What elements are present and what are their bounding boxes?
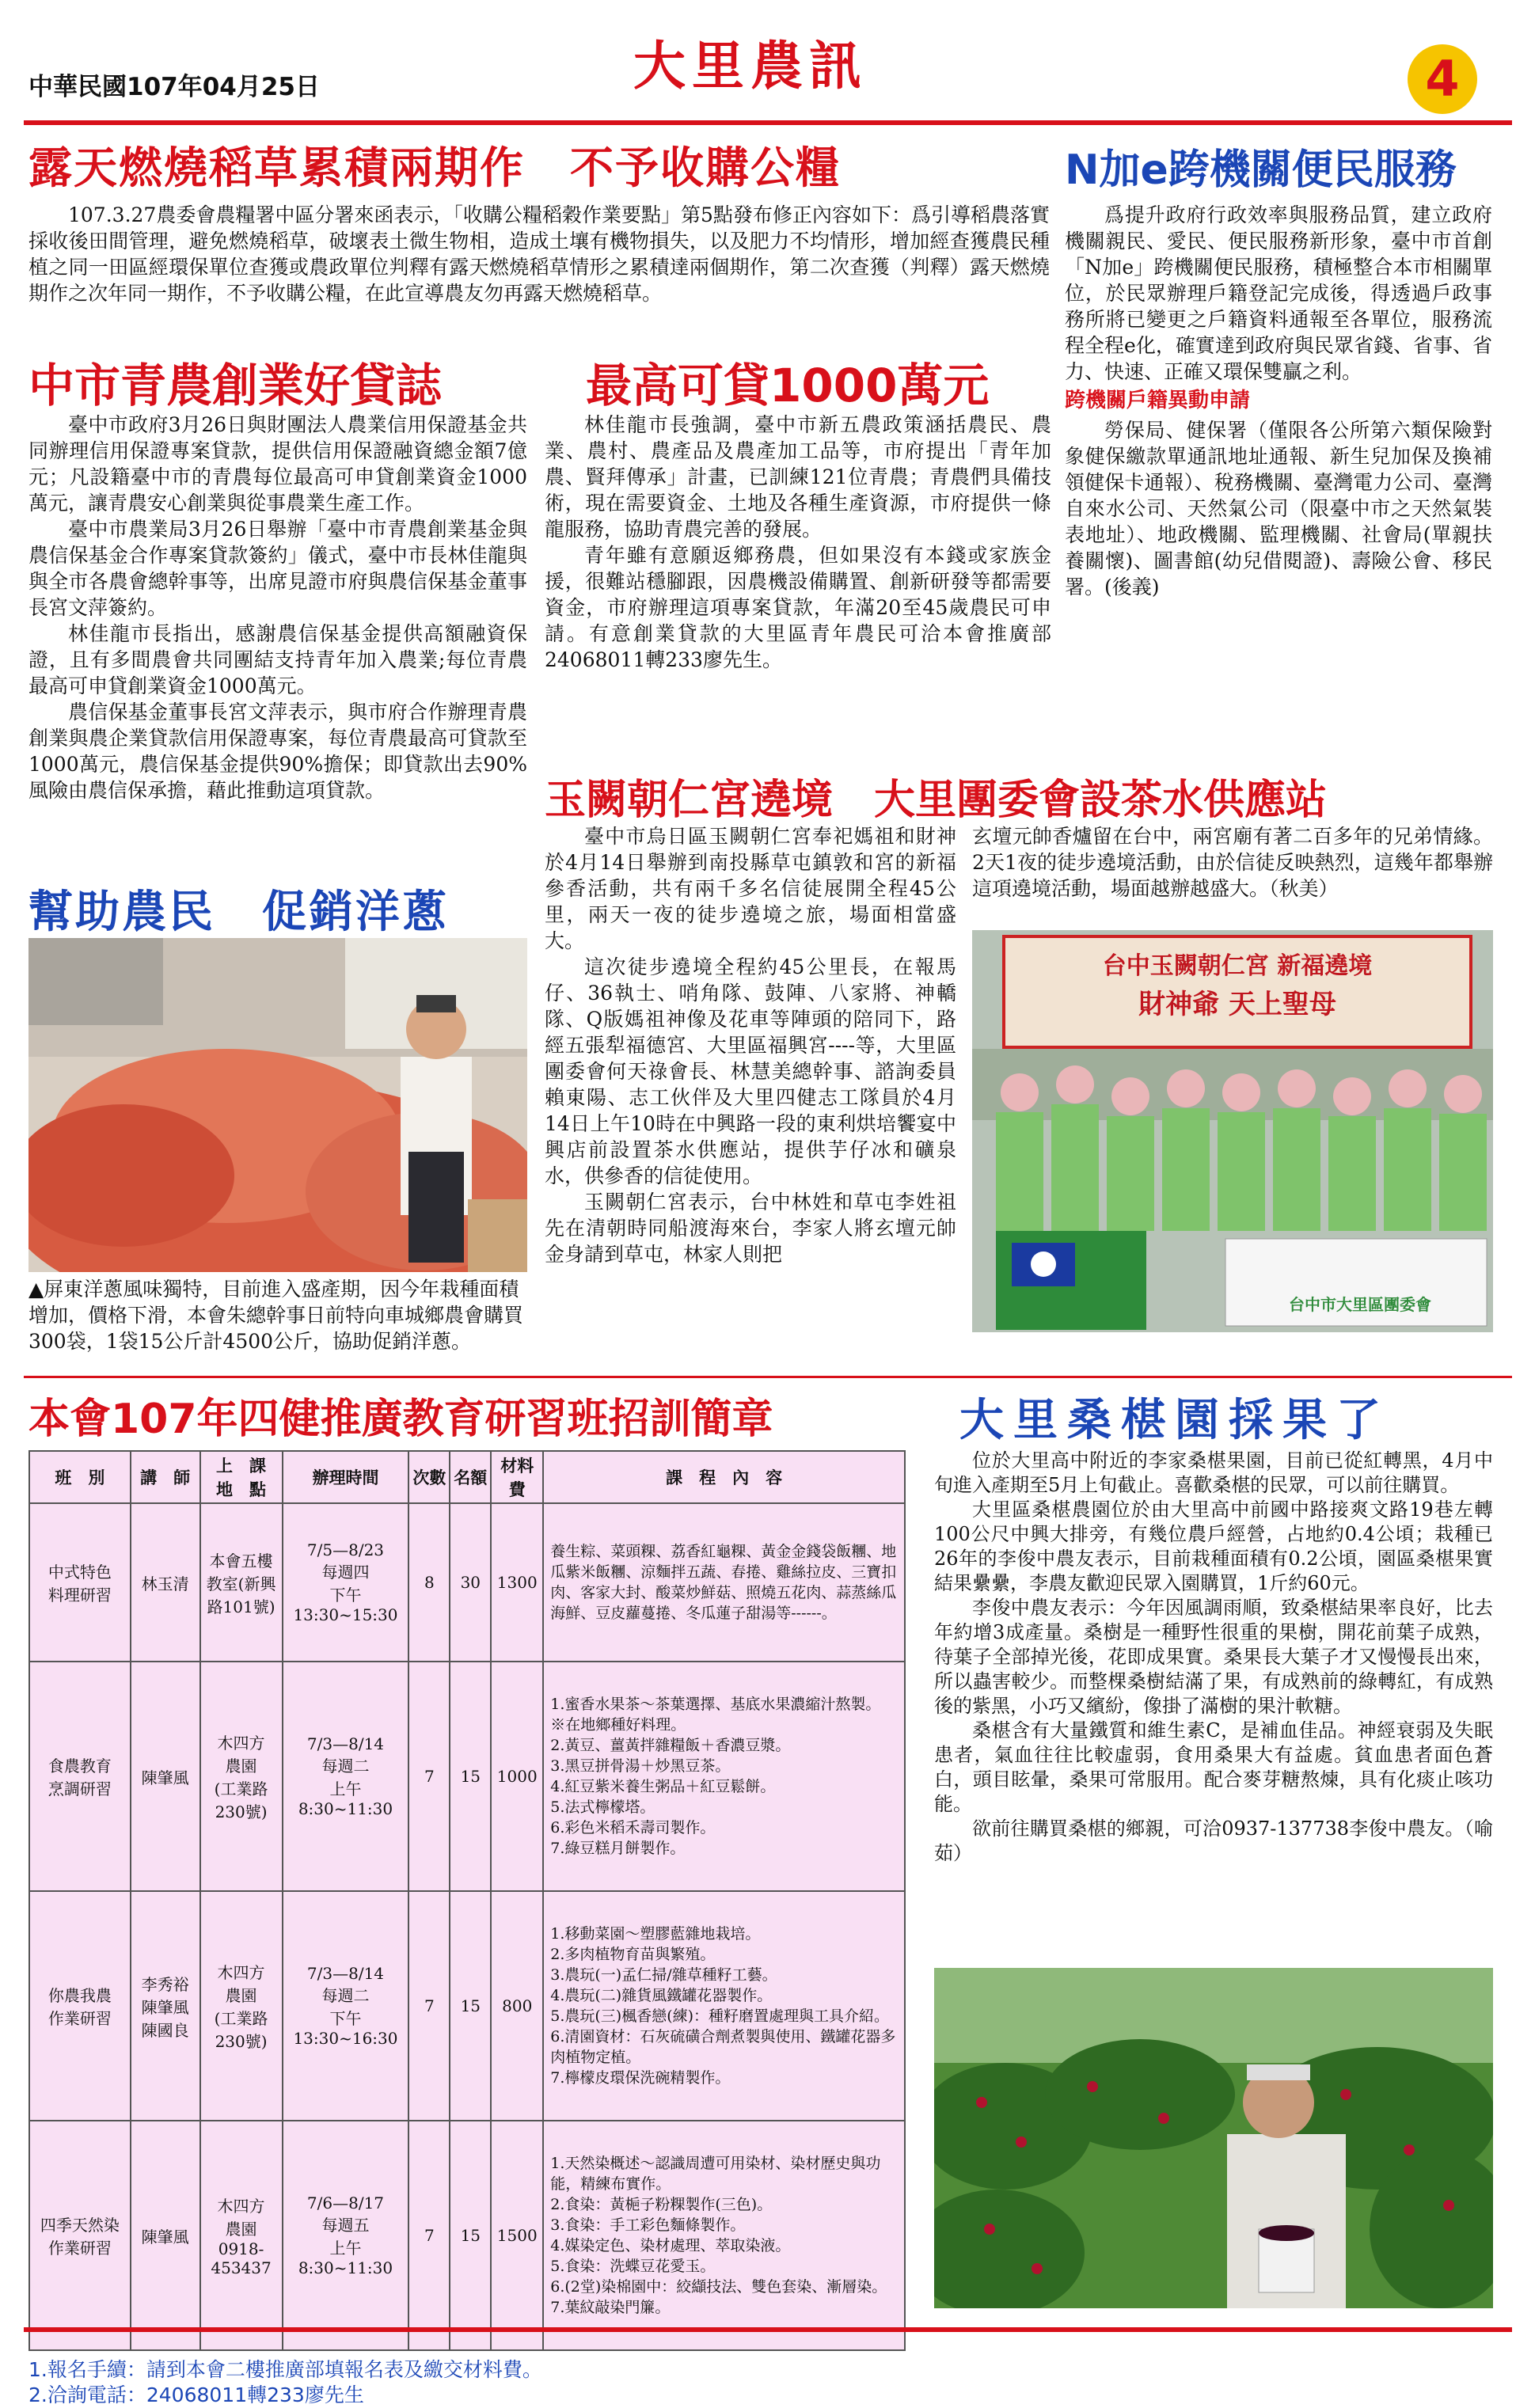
th-quota: 名額 [450,1451,491,1503]
a3-title-right: 最高可貸1000萬元 [586,359,990,412]
mulberry-photo [934,1968,1493,2308]
footer-rule [24,2327,1512,2332]
banner-text: 台中玉闕朝仁宮 新福遶境 [1102,952,1373,980]
table-row: 你農我農 作業研習 李秀裕 陳肇風 陳國良 木四方 農園 (工業路 230號) 7/3—8/14 每週二 下午 13:30~16:30 7 15 800 1.移動菜園～塑膠藍雜地栽培。 2.多肉植物育苗與繁殖。 3.農玩(一)孟仁掃/雜草種籽工藝。 4.農玩(二)雜貨風鐵罐花器製作。 5.農玩(三)楓香戀(練)：種籽磨置處理與工具介紹。 6.清園資材：石灰硫磺合劑煮製與使用、鐵罐花器多肉植物定植。 7.檸檬皮環保洗碗精製作。 [29,1891,905,2121]
note-phone: 2.洽詢電話：24068011轉233廖先生 [28,2383,364,2406]
th-teacher: 講 師 [131,1451,200,1503]
note-enroll: 1.報名手續：請到本會二樓推廣部填報名表及繳交材料費。 [28,2358,542,2381]
a3-col1: 臺中市政府3月26日與財團法人農業信用保證基金共同辦理信用保證專案貸款，提供信用保證融資總金額7億元；凡設籍臺中市的青農每位最高可申貸創業資金1000萬元，讓青農安心創業與從事農業生產工作。 臺中市農業局3月26日舉辦「臺中市青農創業基金與農信保基金合作專案貸款簽約」儀式，臺中市長林佳龍與與全市各農會總幹事等，出席見證市府與農信保基金董事長宮文萍簽約。 林佳龍市長指出，感謝農信保基金提供高額融資保證，且有多間農會共同團結支持青年加入農業;每位青農最高可申貸創業資金1000萬元。 農信保基金董事長宮文萍表示，與市府合作辦理青農創業與農企業貸款信用保證專案，每位青農最高可貸款至1000萬元，農信保基金提供90%擔保；即貸款出去90%風險由農信保承擔，藉此推動這項貸款。 [28,413,527,802]
a1-title: 露天燃燒稻草累積兩期作 不予收購公糧 [28,142,842,193]
th-place: 上 課 地 點 [200,1451,283,1503]
course-table-wrap [28,1450,906,2408]
sign-text: 台中市大里區團委會 [1289,1295,1431,1314]
table-row: 中式特色 料理研習 林玉清 本會五樓 教室(新興 路101號) 7/5—8/23 每週四 下午 13:30~15:30 8 30 1300 養生粽、菜頭粿、荔香紅龜粿、黃金金錢袋飯糰、地瓜紫米飯糰、涼麵拌五蔬、春捲、雞絲拉皮、三寶扣肉、客家大封、酸菜炒鮮菇、照燒五花肉、蒜蒸絲瓜海鮮、豆皮蘿蔓捲、冬瓜蓮子甜湯等------。 [29,1503,905,1662]
a5-col2: 玄壇元帥香爐留在台中，兩宮廟有著二百多年的兄弟情緣。2天1夜的徒步遶境活動，由於信徒反映熱烈，這幾年都舉辦這項遶境活動，場面越辦越盛大。（秋美） [972,825,1493,900]
th-fee: 材料費 [491,1451,543,1503]
a2-title: N加e跨機關便民服務 [1065,146,1457,194]
enroll-notes [28,2357,906,2408]
th-count: 次數 [408,1451,450,1503]
header-rule [24,120,1512,125]
th-class: 班 別 [29,1451,131,1503]
table-row: 四季天然染 作業研習 陳肇風 木四方 農園 0918- 453437 7/6—8/17 每週五 上午 8:30~11:30 7 15 1500 1.天然染概述～認識周遭可用染材、染材歷史與功能，精練布實作。 2.食染：黃梔子粉粿製作(三色)。 3.食染：手工彩色麵條製作。 4.媒染定色、染材處理、萃取染液。 5.食染：洗蝶豆花愛玉。 6.(2堂)染棉園中：絞纈技法、雙色套染、漸層染。 7.葉紋敲染門簾。 [29,2121,905,2350]
onion-photo [28,938,527,1272]
a2-subhead: 跨機關戶籍異動申請 [1065,389,1251,412]
table-header-row [29,1451,905,1503]
section-rule [24,1376,1512,1378]
a4-title: 幫助農民 促銷洋蔥 [28,887,449,938]
a6-title: 本會107年四健推廣教育研習班招訓簡章 [28,1396,773,1443]
page-number: 4 [1408,44,1477,114]
a5-col1: 臺中市烏日區玉闕朝仁宮奉祀媽祖和財神於4月14日舉辦到南投縣草屯鎮敦和宮的新福參香活動，共有兩千多名信徒展開全程45公里，兩天一夜的徒步遶境之旅，場面相當盛大。 這次徒步遶境全程約45公里長，在報馬仔、36執士、哨角隊、鼓陣、八家將、神轎隊、Q版媽祖神像及花車等陣頭的陪同下，路經五張犁福德宮、大里區福興宮----等，大里區團委會何天祿會長、林慧美總幹事、諮詢委員賴東陽、志工伙伴及大里四健志工隊員於4月14日上午10時在中興路一段的東利烘培饗宴中興店前設置茶水供應站，提供芋仔冰和礦泉水，供參香的信徒使用。 玉闕朝仁宮表示，台中林姓和草屯李姓祖先在清朝時同船渡海來台，李家人將玄壇元帥金身請到草屯，林家人則把 [545,825,956,1266]
a1-body: 107.3.27農委會農糧署中區分署來函表示，「收購公糧稻穀作業要點」第5點發布修正內容如下：爲引導稻農落實採收後田間管理，避免燃燒稻草，破壞表土微生物相，造成土壤有機物損失，以及肥力不均情形，增加經查獲農民種植之同一田區經環保單位查獲或農政單位判釋有露天燃燒稻草情形之累積達兩個期作，第二次查獲（判釋）露天燃燒期作之次年同一期作，不予收購公糧，在此宣導農友勿再露天燃燒稻草。 [28,203,1050,305]
onion-caption: ▲屏東洋蔥風味獨特，目前進入盛產期，因今年栽種面積增加，價格下滑，本會朱總幹事日前特向車城鄉農會購買300袋，1袋15公斤計4500公斤，協助促銷洋蔥。 [28,1278,524,1353]
issue-date: 中華民國107年04月25日 [28,73,320,101]
th-time: 辦理時間 [283,1451,409,1503]
a2-body: 爲提升政府行政效率與服務品質，建立政府機關親民、愛民、便民服務新形象，臺中市首創「N加e」跨機關便民服務，積極整合本市相關單位，於民眾辦理戶籍登記完成後，得透過戶政事務所將已變更之戶籍資料通報至各單位，服務流程全程e化，確實達到政府與民眾省錢、省事、省力、快速、正確又環保雙贏之利。 跨機關戶籍異動申請 勞保局、健保署（僅限各公所第六類保險對象健保繳款單通訊地址通報、新生兒加保及換補領健保卡通報）、稅務機關、臺灣電力公司、臺灣自來水公司、天然氣公司（限臺中市之天然氣裝表地址）、地政機關、監理機關、社會局(單親扶養關懷)、圖書館(幼兒借閱證)、壽險公會、移民署。(後義) [1065,203,1492,598]
th-content: 課 程 內 容 [543,1451,905,1503]
banner-sub: 財神爺 天上聖母 [1138,989,1336,1020]
table-row: 食農教育 烹調研習 陳肇風 木四方 農園 (工業路 230號) 7/3—8/14 每週二 上午 8:30~11:30 7 15 1000 1.蜜香水果茶～茶葉選擇、基底水果濃縮汁熬製。 ※在地鄉種好料理。 2.黃豆、薑黃拌雜糧飯＋香濃豆漿。 3.黑豆拼骨湯＋炒黑豆茶。 4.紅豆紫米養生粥品＋紅豆鬆餅。 5.法式檸檬塔。 6.彩色米稻禾壽司製作。 7.綠豆糕月餅製作。 [29,1662,905,1891]
a7-body: 位於大里高中附近的李家桑椹果園，目前已從紅轉黑，4月中旬進入產期至5月上旬截止。喜歡桑椹的民眾，可以前往購買。 大里區桑椹農園位於由大里高中前國中路接爽文路19巷左轉100公尺中興大排旁，有幾位農戶經營，占地約0.4公頃；栽種已26年的李俊中農友表示，目前栽種面積有0.2公頃，園區桑椹果實結果纍纍，李農友歡迎民眾入園購買，1斤約60元。 李俊中農友表示：今年因風調雨順，致桑椹結果率良好，比去年約增3成產量。桑樹是一種野性很重的果樹，開花前葉子成熟，待葉子全部掉光後，花即成果實。桑果長大葉子才又慢慢長出來，所以蟲害較少。而整棵桑樹結滿了果，有成熟前的綠轉紅，有成熟後的紫黑，小巧又繽紛，像掛了滿樹的果汁軟糖。 桑椹含有大量鐵質和維生素C，是補血佳品。神經衰弱及失眠患者，氣血往往比較虛弱，食用桑果大有益處。貧血患者面色蒼白，頭目眩暈，桑果可常服用。配合麥芽糖熬煉，具有化痰止咳功能。 欲前往購買桑椹的鄉親，可洽0937-137738李俊中農友。（喻茹） [934,1449,1493,1864]
a3-col2: 林佳龍市長強調，臺中市新五農政策涵括農民、農業、農村、農產品及農產加工品等，市府提出「青年加農、賢拜傳承」計畫，已訓練121位青農；青農們具備技術，現在需要資金、土地及各種生產資源，市府提供一條龍服務，協助青農完善的發展。 青年雖有意願返鄉務農，但如果沒有本錢或家族金援，很難站穩腳跟，因農機設備購置、創新研發等都需要資金，市府辦理這項專案貸款，年滿20至45歲農民可申請。有意創業貸款的大里區青年農民可洽本會推廣部24068011轉233廖先生。 [545,413,1051,671]
a5-title: 玉闕朝仁宮遶境 大里團委會設茶水供應站 [545,777,1328,824]
newspaper-title: 大里農訊 [633,35,868,97]
a3-title-left: 中市青農創業好貸誌 [28,359,443,412]
course-table [28,1450,906,2351]
temple-photo [972,930,1493,1332]
a7-title: 大里桑椹園採果了 [959,1395,1390,1446]
